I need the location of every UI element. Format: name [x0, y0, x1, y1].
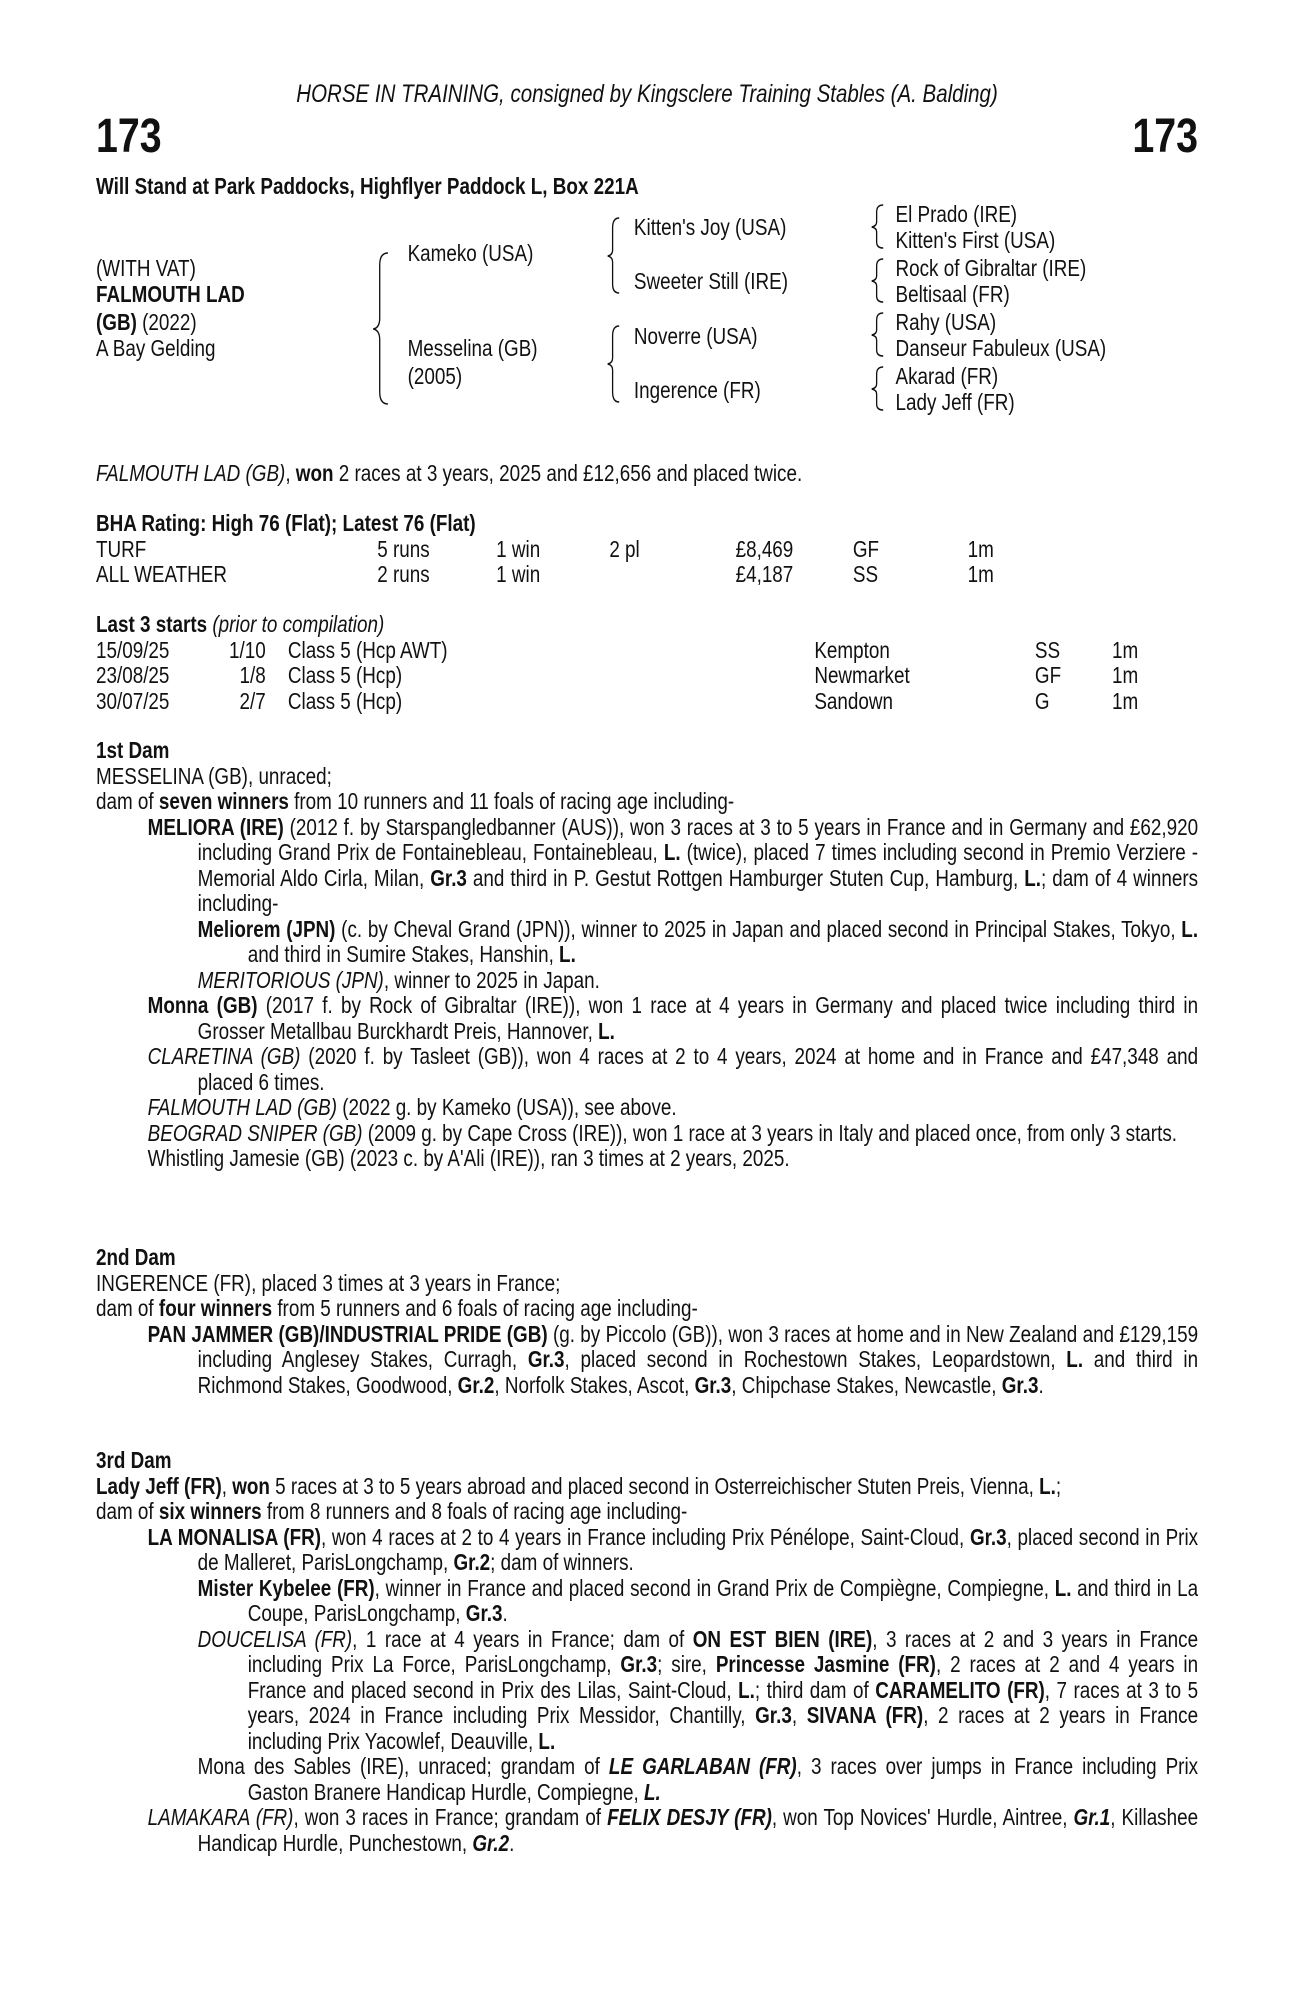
- section-title: 3rd Dam: [96, 1447, 172, 1473]
- text-run: , winner in France and placed second in Grand Prix de Compiègne, Compiegne,: [374, 1574, 1055, 1601]
- start-race: Class 5 (Hcp): [287, 662, 403, 688]
- bold-text: L.: [1024, 864, 1041, 891]
- start-distance: 1m: [1111, 687, 1139, 714]
- dam: Messelina (GB): [407, 335, 538, 361]
- text-run: dam of: [96, 1498, 159, 1524]
- start-course: Kempton: [814, 636, 890, 663]
- great-grandparent: Rahy (USA): [895, 309, 997, 335]
- bold-text: Monna (GB): [147, 992, 258, 1018]
- bold-text: won: [232, 1472, 270, 1499]
- rating-placed: 2 pl: [609, 535, 640, 562]
- start-course: Sandown: [814, 687, 893, 714]
- bold-text: L.: [1066, 1346, 1084, 1372]
- pedigree-paragraph: [96, 764, 1198, 790]
- rating-row: [96, 562, 1198, 588]
- pedigree-paragraph: [96, 1754, 1198, 1805]
- text-run: , 7 races at 3 to 5 years, 2024 in France including Prix Messidor, Chantilly,: [247, 1676, 1199, 1728]
- text-run: 2 races at 3 years, 2025 and £12,656 and placed twice.: [333, 460, 803, 486]
- bold-text: six winners: [158, 1498, 262, 1524]
- horse-year: (2022): [136, 309, 197, 335]
- rating-going: GF: [852, 535, 880, 562]
- catalogue-page: [96, 0, 1198, 2000]
- start-distance: 1m: [1111, 636, 1139, 663]
- bold-text: Lady Jeff (FR): [96, 1472, 222, 1499]
- great-grandparent: Akarad (FR): [895, 363, 999, 389]
- text-run: (2012 f. by Starspangledbanner (AUS)), won 3 races at 3 to 5 years in France and in Germany and £62,920 including Grand Prix de Fontainebleau, Fontainebleau,: [197, 813, 1199, 865]
- bold-text: Gr.2: [453, 1549, 491, 1575]
- start-course: Newmarket: [814, 662, 910, 688]
- bold-text: Gr.3: [527, 1346, 565, 1372]
- rating-distance: 1m: [967, 535, 994, 562]
- text-run: (twice), placed 7 times including second in Premio Verziere - Memorial Aldo Cirla, Milan,: [197, 839, 1199, 891]
- horse-origin: [96, 309, 197, 335]
- brace-gen1: [373, 253, 388, 404]
- rating-surface: ALL WEATHER: [96, 561, 228, 587]
- pedigree-paragraph: [96, 789, 1198, 815]
- pedigree-paragraph: [96, 1121, 1198, 1147]
- horse-name: FALMOUTH LAD: [96, 281, 245, 307]
- vat-note: (WITH VAT): [96, 255, 196, 281]
- start-row: [96, 663, 1198, 689]
- rating-row: [96, 537, 1198, 563]
- italic-text: FALMOUTH LAD (GB): [96, 460, 286, 486]
- brace-gen3-4: [872, 367, 883, 410]
- bold-text: L.: [738, 1676, 755, 1703]
- bold-text: PAN JAMMER (GB)/INDUSTRIAL PRIDE (GB): [147, 1320, 548, 1347]
- rating-going: SS: [852, 561, 879, 587]
- text-run: , 2 races at 2 years in France including Prix Yacowlef, Deauville,: [247, 1702, 1199, 1754]
- bold-text: LE GARLABAN (FR): [608, 1753, 797, 1779]
- bold-text: SIVANA (FR): [806, 1702, 924, 1728]
- text-run: Mona des Sables (IRE), unraced; grandam of: [197, 1753, 609, 1779]
- start-going: G: [1034, 687, 1050, 714]
- text-run: ; dam of 4 winners including-: [197, 864, 1199, 916]
- consignment-line: HORSE IN TRAINING, consigned by Kingsclere Training Stables (A. Balding): [296, 80, 998, 108]
- text-run: ;: [1055, 1472, 1062, 1499]
- italic-text: MERITORIOUS (JPN): [197, 966, 384, 993]
- text-run: INGERENCE (FR), placed 3 times at 3 years in France;: [96, 1269, 561, 1296]
- start-position: 1/8: [239, 662, 266, 688]
- text-run: , winner to 2025 in Japan.: [383, 966, 600, 993]
- great-grandparent: Lady Jeff (FR): [895, 389, 1015, 415]
- great-grandparent: Beltisaal (FR): [895, 281, 1010, 307]
- start-row: [96, 689, 1198, 715]
- text-run: ,: [791, 1702, 807, 1728]
- text-run: dam of: [96, 1295, 159, 1321]
- rating-runs: 5 runs: [377, 535, 430, 562]
- text-run: ,: [221, 1472, 233, 1499]
- text-run: , Killashee Handicap Hurdle, Punchestown,: [197, 1804, 1199, 1856]
- grandparent: Sweeter Still (IRE): [633, 268, 788, 294]
- bold-text: four winners: [158, 1295, 273, 1321]
- great-grandparent: Danseur Fabuleux (USA): [895, 335, 1107, 361]
- text-run: ,: [285, 460, 296, 486]
- bold-text: CARAMELITO (FR): [875, 1676, 1045, 1703]
- bold-text: FELIX DESJY (FR): [607, 1804, 772, 1830]
- text-run: and third in P. Gestut Rottgen Hamburger Stuten Cup, Hamburg,: [466, 864, 1025, 891]
- bold-text: L.: [663, 839, 681, 865]
- italic-text: LAMAKARA (FR): [147, 1804, 294, 1830]
- text-run: (2022 g. by Kameko (USA)), see above.: [336, 1094, 677, 1120]
- bold-text: MELIORA (IRE): [147, 813, 284, 840]
- italic-text: FALMOUTH LAD (GB): [147, 1094, 337, 1120]
- text-run: , Norfolk Stakes, Ascot,: [494, 1371, 695, 1398]
- dam-year: (2005): [407, 363, 463, 389]
- section-title: 1st Dam: [96, 737, 170, 763]
- text-run: , placed second in Prix de Malleret, ParisLongchamp,: [197, 1523, 1199, 1575]
- second-dam-section: [96, 1245, 1198, 1398]
- start-going: GF: [1034, 662, 1062, 688]
- start-date: 15/09/25: [96, 636, 170, 663]
- pedigree-paragraph: [96, 1296, 1198, 1322]
- pedigree-paragraph: [96, 1044, 1198, 1095]
- bold-text: seven winners: [158, 788, 289, 814]
- rating-prize: £8,469: [735, 535, 794, 562]
- pedigree-paragraph: [96, 1474, 1198, 1500]
- great-grandparent: El Prado (IRE): [895, 201, 1018, 227]
- text-run: , 3 races over jumps in France including Prix Gaston Branere Handicap Hurdle, Compiegne,: [247, 1753, 1199, 1805]
- text-run: (2009 g. by Cape Cross (IRE)), won 1 race at 3 years in Italy and placed once, from only 3 starts.: [362, 1119, 1177, 1146]
- race-summary: [96, 461, 1198, 487]
- first-dam-section: [96, 738, 1198, 1172]
- pedigree-braces: [96, 0, 97, 1]
- pedigree-paragraph: [96, 1627, 1198, 1755]
- pedigree-paragraph: [96, 1146, 1198, 1172]
- start-row: [96, 638, 1198, 664]
- pedigree-paragraph: [96, 917, 1198, 968]
- start-going: SS: [1034, 636, 1061, 663]
- pedigree-paragraph: [96, 1576, 1198, 1627]
- bold-text: Gr.3: [1001, 1371, 1039, 1398]
- pedigree-paragraph: [96, 1322, 1198, 1399]
- pedigree-paragraph: [96, 968, 1198, 994]
- horse-description: A Bay Gelding: [96, 335, 216, 361]
- bold-text: Gr.3: [755, 1702, 792, 1728]
- rating-distance: 1m: [967, 561, 994, 587]
- text-run: , won Top Novices' Hurdle, Aintree,: [771, 1804, 1074, 1830]
- grandparent: Kitten's Joy (USA): [633, 214, 787, 240]
- bold-text: Gr.2: [457, 1371, 495, 1398]
- text-run: dam of: [96, 788, 159, 814]
- text-run: , 3 races at 2 and 3 years in France including Prix La Force, ParisLongchamp,: [247, 1625, 1199, 1677]
- start-date: 23/08/25: [96, 662, 170, 688]
- brace-gen3-1: [872, 205, 883, 248]
- brace-gen2-top: [608, 218, 619, 293]
- text-run: and third in La Coupe, ParisLongchamp,: [247, 1574, 1199, 1626]
- text-run: 5 races at 3 to 5 years abroad and placed second in Osterreichischer Stuten Preis, Vienna,: [269, 1472, 1040, 1499]
- bold-text: L.: [598, 1017, 615, 1044]
- bold-text: Gr.3: [620, 1651, 658, 1677]
- last-starts-note: (prior to compilation): [207, 611, 385, 637]
- brace-gen3-2: [872, 259, 883, 302]
- start-position: 1/10: [229, 636, 266, 663]
- stand-location: Will Stand at Park Paddocks, Highflyer Paddock L, Box 221A: [96, 173, 639, 199]
- text-run: .: [502, 1600, 508, 1626]
- bold-text: L.: [1181, 915, 1199, 942]
- text-run: MESSELINA (GB), unraced;: [96, 762, 332, 789]
- text-run: .: [509, 1829, 515, 1856]
- italic-text: BEOGRAD SNIPER (GB): [147, 1119, 363, 1146]
- pedigree-paragraph: [96, 993, 1198, 1044]
- text-run: ; dam of winners.: [490, 1549, 634, 1575]
- great-grandparent: Kitten's First (USA): [895, 227, 1056, 253]
- text-run: ; third dam of: [754, 1676, 876, 1703]
- text-run: from 8 runners and 8 foals of racing age including-: [261, 1498, 688, 1524]
- rating-runs: 2 runs: [377, 561, 430, 587]
- great-grandparent: Rock of Gibraltar (IRE): [895, 255, 1087, 281]
- text-run: .: [1038, 1371, 1044, 1398]
- brace-gen3-3: [872, 313, 883, 356]
- text-run: and third in Richmond Stakes, Goodwood,: [197, 1346, 1199, 1398]
- bold-text: Gr.1: [1073, 1804, 1111, 1830]
- bold-text: Gr.3: [969, 1523, 1007, 1550]
- bold-text: Gr.3: [430, 864, 467, 891]
- last-starts-title: Last 3 starts: [96, 611, 208, 637]
- bold-text: Meliorem (JPN): [197, 915, 336, 942]
- brace-gen2-bottom: [608, 326, 619, 402]
- text-run: (g. by Piccolo (GB)), won 3 races at home and in New Zealand and £129,159 including Anglesey Stakes, Curragh,: [197, 1320, 1199, 1372]
- bold-text: Gr.3: [694, 1371, 732, 1398]
- pedigree-paragraph: [96, 1499, 1198, 1525]
- rating-surface: TURF: [96, 535, 147, 562]
- sire: Kameko (USA): [407, 240, 534, 266]
- text-run: (2020 f. by Tasleet (GB)), won 4 races at 2 to 4 years, 2024 at home and in France and £47,348 and placed 6 times.: [197, 1043, 1199, 1095]
- bold-text: L.: [1039, 1472, 1056, 1499]
- grandparent: Ingerence (FR): [633, 377, 761, 403]
- grandparent: Noverre (USA): [633, 323, 758, 349]
- text-run: Whistling Jamesie (GB) (2023 c. by A'Ali (IRE)), ran 3 times at 2 years, 2025.: [147, 1145, 790, 1171]
- text-run: , 1 race at 4 years in France; dam of: [352, 1625, 693, 1652]
- start-date: 30/07/25: [96, 687, 170, 714]
- bold-text: ON EST BIEN (IRE): [692, 1625, 873, 1652]
- start-race: Class 5 (Hcp): [287, 687, 403, 714]
- last-starts-heading: [96, 612, 1198, 638]
- italic-text: DOUCELISA (FR): [197, 1625, 353, 1652]
- text-run: from 5 runners and 6 foals of racing age including-: [272, 1295, 698, 1321]
- pedigree-paragraph: [96, 1805, 1198, 1856]
- italic-text: CLARETINA (GB): [147, 1043, 301, 1069]
- rating-prize: £4,187: [735, 561, 794, 587]
- section-title: 2nd Dam: [96, 1244, 176, 1270]
- lot-number-right: 173: [1132, 110, 1199, 163]
- start-position: 2/7: [239, 687, 266, 714]
- text-run: (2017 f. by Rock of Gibraltar (IRE)), won 1 race at 4 years in Germany and placed twice including third in Grosser Metallbau Burckhardt Preis, Hannover,: [197, 992, 1199, 1044]
- start-race: Class 5 (Hcp AWT): [287, 636, 448, 663]
- horse-country: (GB): [96, 309, 137, 335]
- pedigree-paragraph: [96, 1271, 1198, 1297]
- bold-text: L.: [1054, 1574, 1072, 1601]
- pedigree-paragraph: [96, 1095, 1198, 1121]
- text-run: , 2 races at 2 and 4 years in France and placed second in Prix des Lilas, Saint-Cloud,: [247, 1651, 1199, 1703]
- bold-text: Princesse Jasmine (FR): [715, 1651, 936, 1677]
- bold-text: L.: [538, 1727, 556, 1754]
- text-run: , placed second in Rochestown Stakes, Leopardstown,: [564, 1346, 1067, 1372]
- bha-rating-title: BHA Rating: High 76 (Flat); Latest 76 (Flat): [96, 510, 476, 536]
- bold-text: LA MONALISA (FR): [147, 1523, 322, 1550]
- lot-number-left: 173: [96, 110, 162, 163]
- rating-wins: 1 win: [496, 561, 541, 587]
- bold-text: Gr.2: [472, 1829, 510, 1856]
- bold-text: L.: [559, 941, 576, 967]
- start-distance: 1m: [1111, 662, 1139, 688]
- text-run: , Chipchase Stakes, Newcastle,: [731, 1371, 1002, 1398]
- pedigree-paragraph: [96, 815, 1198, 917]
- last-starts-section: [96, 612, 1198, 714]
- bold-text: won: [295, 460, 334, 486]
- text-run: ; sire,: [657, 1651, 716, 1677]
- text-run: from 10 runners and 11 foals of racing age including-: [288, 788, 735, 814]
- bold-text: Gr.3: [465, 1600, 503, 1626]
- text-run: , won 4 races at 2 to 4 years in France including Prix Pénélope, Saint-Cloud,: [321, 1523, 970, 1550]
- rating-wins: 1 win: [496, 535, 541, 562]
- bha-rating-section: [96, 511, 1198, 588]
- third-dam-section: [96, 1448, 1198, 1856]
- text-run: (c. by Cheval Grand (JPN)), winner to 2025 in Japan and placed second in Principal Stakes, Tokyo,: [335, 915, 1182, 942]
- pedigree-paragraph: [96, 1525, 1198, 1576]
- text-run: and third in Sumire Stakes, Hanshin,: [247, 941, 560, 967]
- bold-text: Mister Kybelee (FR): [197, 1574, 375, 1601]
- bold-text: L.: [643, 1778, 661, 1805]
- text-run: , won 3 races in France; grandam of: [293, 1804, 608, 1830]
